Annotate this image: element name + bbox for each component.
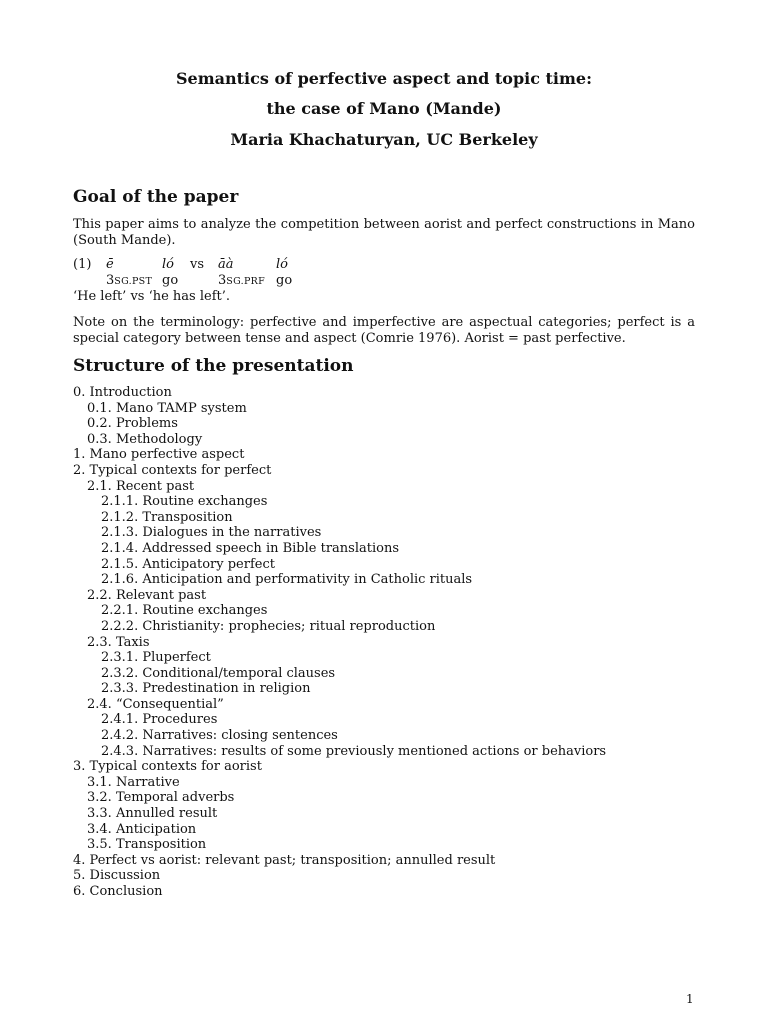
example-translation: ‘He left’ vs ‘he has left’. [73,289,231,304]
terminology-note: Note on the terminology: perfective and imperfective are aspectual categories; perfect is a special category between tense and aspect (Comrie 1976). Aorist = past perfective. [73,315,695,346]
structure-heading: Structure of the presentation [73,356,354,376]
paper-title-line-1: Semantics of perfective aspect and topic time: [175,69,593,88]
example-vs: vs [190,257,205,272]
toc-item: 0.3. Methodology [87,431,203,447]
toc-item: 4. Perfect vs aorist: relevant past; transposition; annulled result [73,852,496,868]
toc-item: 6. Conclusion [73,884,163,899]
example-number: (1) [73,257,92,272]
example-word: ló [276,257,288,272]
toc-item: 3.1. Narrative [87,774,180,790]
page-number: 1 [686,992,694,1006]
toc-item: 2.4. “Consequential” [87,696,224,712]
toc-item: 2.2.1. Routine exchanges [101,603,268,619]
toc-item: 2. Typical contexts for perfect [73,462,272,478]
example-word: ē [106,257,114,272]
example-line-gloss [73,273,695,289]
toc-item: 3.5. Transposition [87,837,207,853]
goal-heading: Goal of the paper [73,187,239,207]
example-gloss: go [276,273,293,288]
toc-item: 2.1.5. Anticipatory perfect [101,556,275,572]
example-word: ló [162,257,174,272]
toc-item: 2.2.2. Christianity: prophecies; ritual reproduction [101,618,436,634]
paper-title-line-2: the case of Mano (Mande) [266,99,502,118]
toc-item: 2.1.3. Dialogues in the narratives [101,525,322,541]
toc-item: 0.2. Problems [87,416,178,432]
toc-item: 2.1.4. Addressed speech in Bible translations [101,540,400,556]
example-gloss: 3SG.PST [106,273,153,288]
example-gloss: go [162,273,179,288]
example-gloss: 3SG.PRF [218,273,265,288]
table-of-contents [73,385,713,900]
toc-item: 2.3.3. Predestination in religion [101,681,311,697]
toc-item: 2.1.1. Routine exchanges [101,494,268,510]
toc-item: 2.4.2. Narratives: closing sentences [101,728,338,744]
toc-item: 2.1.2. Transposition [101,509,233,525]
toc-item: 0.1. Mano TAMP system [87,400,247,416]
toc-item: 2.1. Recent past [87,478,195,494]
toc-item: 2.4.1. Procedures [101,712,218,728]
toc-item: 1. Mano perfective aspect [73,447,245,463]
author-line: Maria Khachaturyan, UC Berkeley [230,130,538,149]
toc-item: 0. Introduction [73,385,172,400]
toc-item: 5. Discussion [73,868,161,884]
toc-item: 2.3. Taxis [87,634,150,650]
toc-item: 2.3.1. Pluperfect [101,650,211,666]
toc-item: 2.1.6. Anticipation and performativity in Catholic rituals [101,572,473,588]
toc-item: 2.2. Relevant past [87,587,207,603]
toc-item: 3. Typical contexts for aorist [73,759,262,775]
goal-intro-paragraph: This paper aims to analyze the competition between aorist and perfect constructions in Mano (South Mande). [73,217,695,248]
example-word: āà [218,257,234,272]
toc-item: 2.4.3. Narratives: results of some previously mentioned actions or behaviors [101,743,607,759]
example-line-words [73,257,695,273]
toc-item: 3.4. Anticipation [87,821,197,837]
toc-item: 3.2. Temporal adverbs [87,790,235,806]
example-1 [73,257,695,305]
toc-item: 3.3. Annulled result [87,806,218,822]
toc-item: 2.3.2. Conditional/temporal clauses [101,665,336,681]
